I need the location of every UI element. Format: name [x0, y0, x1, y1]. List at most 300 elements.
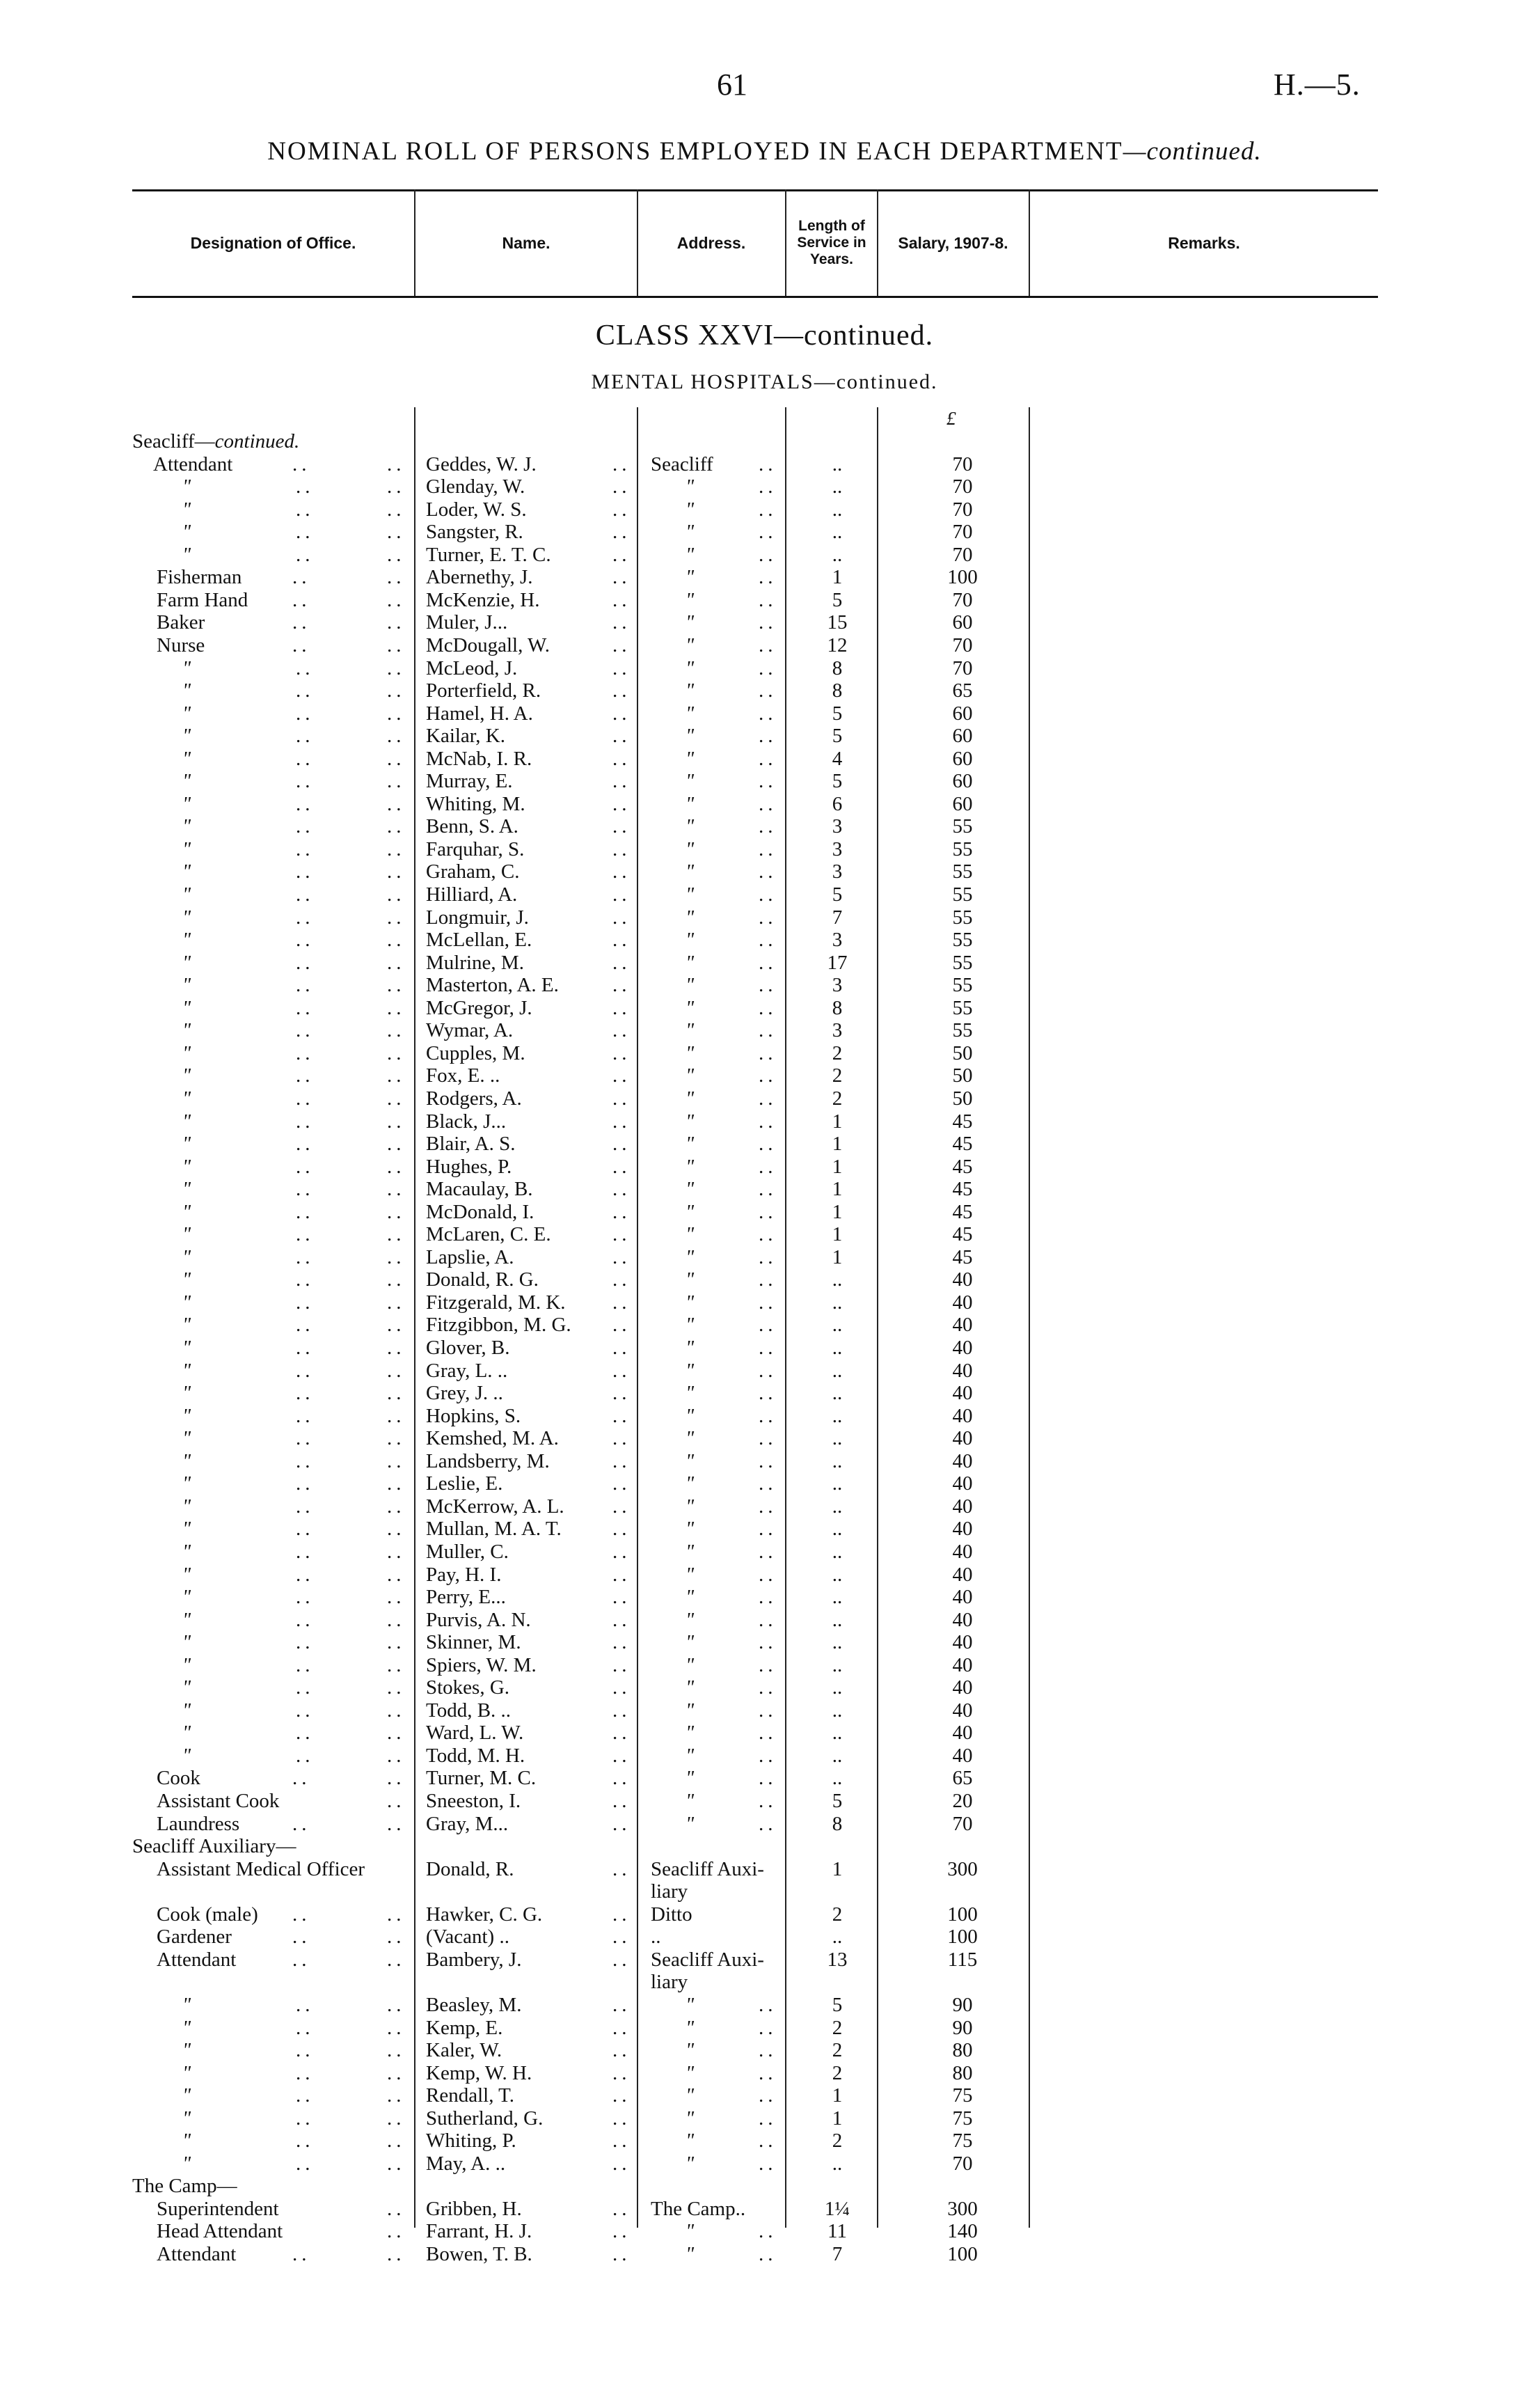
table-row [0, 1156, 1529, 1179]
leader-dots: .. [612, 1110, 631, 1133]
length-of-service-cell: 1¼ [824, 2197, 850, 2220]
name-cell: (Vacant) .. [426, 1926, 509, 1949]
name-cell: Todd, B. .. [426, 1699, 512, 1722]
leader-dots: .. [296, 521, 315, 544]
table-row [0, 2243, 1529, 2266]
leader-dots: .. [387, 1631, 406, 1654]
address-ditto: " [686, 521, 695, 544]
leader-dots: .. [612, 1449, 631, 1472]
leader-dots: .. [387, 1155, 406, 1178]
address-ditto: " [686, 883, 695, 906]
name-cell: Turner, E. T. C. [426, 543, 551, 566]
leader-dots: .. [387, 1200, 406, 1223]
address-ditto: " [686, 1155, 695, 1178]
table-row [0, 2017, 1529, 2040]
address-ditto: " [686, 2084, 695, 2107]
designation-ditto: " [182, 1586, 191, 1609]
designation-ditto: " [182, 770, 191, 793]
name-cell: Stokes, G. [426, 1676, 510, 1699]
leader-dots: .. [296, 679, 315, 702]
leader-dots: .. [759, 2107, 777, 2130]
name-cell: Sneeston, I. [426, 1790, 521, 1812]
table-row [0, 1631, 1529, 1654]
leader-dots: .. [612, 951, 631, 974]
address-ditto: " [686, 1359, 695, 1382]
table-row [0, 1314, 1529, 1337]
salary-cell: 60 [952, 792, 973, 815]
name-cell: Landsberry, M. [426, 1449, 550, 1472]
table-row [0, 1268, 1529, 1291]
name-cell: Kemshed, M. A. [426, 1427, 559, 1450]
leader-dots: .. [387, 1608, 406, 1631]
length-of-service-cell: .. [832, 1540, 843, 1563]
designation-ditto: " [182, 883, 191, 906]
leader-dots: .. [759, 1608, 777, 1631]
leader-dots: .. [387, 1064, 406, 1087]
salary-cell: 20 [952, 1790, 973, 1812]
table-row [0, 430, 1529, 453]
address-cell: Seacliff [651, 453, 713, 475]
salary-cell: 40 [952, 1472, 973, 1495]
table-row [0, 1291, 1529, 1314]
address-ditto: " [686, 1812, 695, 1835]
leader-dots: .. [387, 1699, 406, 1722]
leader-dots: .. [759, 1268, 777, 1291]
name-cell: Mullan, M. A. T. [426, 1518, 562, 1541]
leader-dots: .. [387, 1993, 406, 2016]
salary-cell: 40 [952, 1676, 973, 1699]
leader-dots: .. [296, 1631, 315, 1654]
table-row [0, 1427, 1529, 1450]
name-cell: Glenday, W. [426, 475, 525, 498]
designation-ditto: " [182, 521, 191, 544]
table-row [0, 657, 1529, 680]
leader-dots: .. [296, 951, 315, 974]
table-row [0, 1201, 1529, 1224]
column-header-remarks: Remarks. [1168, 234, 1240, 252]
address-ditto: " [686, 2039, 695, 2062]
designation-ditto: " [182, 1064, 191, 1087]
salary-cell: 70 [952, 498, 973, 521]
address-ditto: " [686, 1631, 695, 1654]
leader-dots: .. [387, 2220, 406, 2243]
leader-dots: .. [612, 1472, 631, 1495]
leader-dots: .. [292, 1767, 311, 1790]
length-of-service-cell: .. [832, 1699, 843, 1722]
table-row [0, 498, 1529, 521]
leader-dots: .. [612, 1767, 631, 1790]
leader-dots: .. [759, 1019, 777, 1042]
leader-dots: .. [387, 475, 406, 498]
leader-dots: .. [292, 1812, 311, 1835]
leader-dots: .. [292, 2243, 311, 2265]
leader-dots: .. [387, 1495, 406, 1518]
designation-ditto: " [182, 1291, 191, 1314]
designation-ditto: " [182, 815, 191, 838]
leader-dots: .. [387, 837, 406, 860]
address-ditto: " [686, 566, 695, 589]
salary-cell: 50 [952, 1087, 973, 1110]
salary-cell: 300 [947, 2197, 978, 2220]
address-ditto: " [686, 1200, 695, 1223]
table-row [0, 793, 1529, 816]
leader-dots: .. [296, 656, 315, 679]
leader-dots: .. [612, 860, 631, 883]
address-ditto: " [686, 792, 695, 815]
leader-dots: .. [612, 1178, 631, 1201]
leader-dots: .. [387, 1314, 406, 1337]
salary-cell: 70 [952, 2152, 973, 2175]
document-reference: H.—5. [1274, 68, 1361, 102]
leader-dots: .. [296, 1110, 315, 1133]
header-divider [637, 189, 638, 296]
column-header-salary: Salary, 1907-8. [898, 234, 1008, 252]
table-row [0, 2039, 1529, 2062]
leader-dots: .. [296, 1064, 315, 1087]
table-row [0, 1064, 1529, 1087]
leader-dots: .. [759, 2039, 777, 2062]
address-cell: .. [651, 1926, 661, 1949]
leader-dots: .. [296, 1676, 315, 1699]
designation-ditto: " [182, 1563, 191, 1586]
designation-ditto: " [182, 543, 191, 566]
length-of-service-cell: .. [832, 521, 843, 544]
table-row [0, 1246, 1529, 1269]
leader-dots: .. [387, 1359, 406, 1382]
address-ditto: " [686, 1314, 695, 1337]
leader-dots: .. [387, 1178, 406, 1201]
salary-cell: 40 [952, 1291, 973, 1314]
salary-cell: 40 [952, 1314, 973, 1337]
table-row [0, 1382, 1529, 1405]
name-cell: Wymar, A. [426, 1019, 514, 1042]
table-row [0, 2107, 1529, 2130]
page-title: NOMINAL ROLL OF PERSONS EMPLOYED IN EACH DEPARTMENT—continued. [267, 137, 1262, 166]
length-of-service-cell: 1 [832, 1133, 843, 1156]
leader-dots: .. [387, 702, 406, 725]
leader-dots: .. [612, 1563, 631, 1586]
leader-dots: .. [296, 837, 315, 860]
length-of-service-cell: 2 [832, 1064, 843, 1087]
designation-ditto: " [182, 2107, 191, 2130]
address-cell: liary [651, 1880, 688, 1903]
leader-dots: .. [612, 1586, 631, 1609]
table-row [0, 544, 1529, 567]
leader-dots: .. [296, 1563, 315, 1586]
address-ditto: " [686, 1472, 695, 1495]
name-cell: Skinner, M. [426, 1631, 521, 1654]
leader-dots: .. [296, 1586, 315, 1609]
salary-cell: 60 [952, 702, 973, 725]
length-of-service-cell: 2 [832, 2039, 843, 2062]
name-cell: May, A. .. [426, 2152, 506, 2175]
salary-cell: 40 [952, 1359, 973, 1382]
name-cell: Longmuir, J. [426, 906, 529, 929]
leader-dots: .. [296, 2061, 315, 2084]
length-of-service-cell: 1 [832, 2084, 843, 2107]
leader-dots: .. [759, 2084, 777, 2107]
length-of-service-cell: 5 [832, 725, 843, 748]
address-ditto: " [686, 770, 695, 793]
leader-dots: .. [387, 1586, 406, 1609]
salary-cell: 40 [952, 1699, 973, 1722]
leader-dots: .. [387, 792, 406, 815]
length-of-service-cell: 3 [832, 860, 843, 883]
leader-dots: .. [759, 2243, 777, 2265]
salary-cell: 45 [952, 1245, 973, 1268]
leader-dots: .. [296, 1472, 315, 1495]
leader-dots: .. [759, 1427, 777, 1450]
name-cell: Perry, E... [426, 1586, 506, 1609]
class-title: CLASS XXVI—continued. [595, 320, 934, 352]
leader-dots: .. [387, 611, 406, 634]
leader-dots: .. [759, 1631, 777, 1654]
table-row [0, 1360, 1529, 1383]
table-row [0, 815, 1529, 838]
length-of-service-cell: 12 [827, 634, 848, 656]
leader-dots: .. [612, 1155, 631, 1178]
leader-dots: .. [612, 543, 631, 566]
leader-dots: .. [292, 634, 311, 656]
address-ditto: " [686, 679, 695, 702]
table-row [0, 929, 1529, 952]
leader-dots: .. [296, 1178, 315, 1201]
salary-cell: 75 [952, 2130, 973, 2153]
address-ditto: " [686, 588, 695, 611]
designation-ditto: " [182, 2084, 191, 2107]
leader-dots: .. [296, 1722, 315, 1745]
leader-dots: .. [387, 2152, 406, 2175]
leader-dots: .. [296, 792, 315, 815]
salary-cell: 55 [952, 996, 973, 1019]
leader-dots: .. [296, 1744, 315, 1767]
designation-ditto: " [182, 1540, 191, 1563]
designation-ditto: " [182, 1653, 191, 1676]
leader-dots: .. [759, 929, 777, 952]
leader-dots: .. [292, 453, 311, 475]
leader-dots: .. [296, 475, 315, 498]
leader-dots: .. [612, 611, 631, 634]
address-ditto: " [686, 1563, 695, 1586]
name-cell: Mulrine, M. [426, 951, 524, 974]
address-ditto: " [686, 1449, 695, 1472]
leader-dots: .. [387, 906, 406, 929]
leader-dots: .. [296, 2152, 315, 2175]
leader-dots: .. [612, 1857, 631, 1880]
leader-dots: .. [759, 1382, 777, 1405]
table-row [0, 1337, 1529, 1360]
leader-dots: .. [759, 860, 777, 883]
table-row [0, 1722, 1529, 1745]
leader-dots: .. [759, 543, 777, 566]
table-row [0, 1835, 1529, 1858]
leader-dots: .. [759, 770, 777, 793]
leader-dots: .. [387, 1268, 406, 1291]
name-cell: McLellan, E. [426, 929, 532, 952]
leader-dots: .. [387, 543, 406, 566]
salary-cell: 70 [952, 656, 973, 679]
length-of-service-cell: 4 [832, 747, 843, 770]
name-cell: Geddes, W. J. [426, 453, 537, 475]
leader-dots: .. [296, 1019, 315, 1042]
name-cell: Hopkins, S. [426, 1404, 521, 1427]
leader-dots: .. [296, 906, 315, 929]
length-of-service-cell: .. [832, 1767, 843, 1790]
leader-dots: .. [759, 566, 777, 589]
name-cell: Porterfield, R. [426, 679, 541, 702]
leader-dots: .. [759, 588, 777, 611]
length-of-service-cell: .. [832, 1495, 843, 1518]
table-row [0, 1133, 1529, 1156]
salary-cell: 90 [952, 1993, 973, 2016]
length-of-service-cell: .. [832, 1359, 843, 1382]
length-of-service-cell: .. [832, 1291, 843, 1314]
leader-dots: .. [612, 725, 631, 748]
leader-dots: .. [759, 1359, 777, 1382]
table-row [0, 1880, 1529, 1903]
leader-dots: .. [387, 2197, 406, 2220]
length-of-service-cell: 8 [832, 1812, 843, 1835]
leader-dots: .. [759, 1041, 777, 1064]
table-row [0, 1541, 1529, 1564]
leader-dots: .. [387, 1472, 406, 1495]
leader-dots: .. [612, 996, 631, 1019]
leader-dots: .. [296, 543, 315, 566]
leader-dots: .. [296, 1314, 315, 1337]
leader-dots: .. [612, 1314, 631, 1337]
salary-cell: 40 [952, 1427, 973, 1450]
leader-dots: .. [759, 521, 777, 544]
leader-dots: .. [759, 1540, 777, 1563]
length-of-service-cell: 3 [832, 974, 843, 997]
designation-ditto: " [182, 1019, 191, 1042]
designation-ditto: " [182, 1087, 191, 1110]
name-cell: Murray, E. [426, 770, 513, 793]
designation-ditto: " [182, 1268, 191, 1291]
leader-dots: .. [759, 2220, 777, 2243]
salary-cell: 40 [952, 1608, 973, 1631]
name-cell: Cupples, M. [426, 1041, 525, 1064]
salary-cell: 55 [952, 883, 973, 906]
designation-cell: Cook [157, 1767, 200, 1790]
length-of-service-cell: 8 [832, 996, 843, 1019]
salary-cell: 70 [952, 1812, 973, 1835]
leader-dots: .. [296, 1359, 315, 1382]
address-ditto: " [686, 1586, 695, 1609]
table-row [0, 997, 1529, 1020]
leader-dots: .. [759, 1449, 777, 1472]
designation-ditto: " [182, 996, 191, 1019]
section-heading: Seacliff—continued. [132, 430, 300, 453]
leader-dots: .. [612, 498, 631, 521]
table-row [0, 883, 1529, 906]
designation-ditto: " [182, 1495, 191, 1518]
length-of-service-cell: .. [832, 1744, 843, 1767]
leader-dots: .. [759, 1178, 777, 1201]
leader-dots: .. [296, 2016, 315, 2039]
leader-dots: .. [387, 1449, 406, 1472]
leader-dots: .. [759, 1404, 777, 1427]
name-cell: Farrant, H. J. [426, 2220, 532, 2243]
address-ditto: " [686, 2243, 695, 2265]
length-of-service-cell: 13 [827, 1948, 848, 1971]
leader-dots: .. [612, 2061, 631, 2084]
leader-dots: .. [387, 1767, 406, 1790]
leader-dots: .. [296, 1495, 315, 1518]
salary-cell: 45 [952, 1178, 973, 1201]
table-row [0, 1042, 1529, 1065]
length-of-service-cell: .. [832, 1268, 843, 1291]
designation-ditto: " [182, 1472, 191, 1495]
salary-cell: 100 [947, 2243, 978, 2265]
length-of-service-cell: 7 [832, 2243, 843, 2265]
name-cell: Fitzgibbon, M. G. [426, 1314, 571, 1337]
table-row [0, 702, 1529, 725]
leader-dots: .. [387, 1948, 406, 1971]
designation-ditto: " [182, 860, 191, 883]
leader-dots: .. [387, 521, 406, 544]
salary-cell: 100 [947, 1926, 978, 1949]
designation-cell: Attendant [157, 1948, 237, 1971]
leader-dots: .. [759, 1812, 777, 1835]
leader-dots: .. [296, 1245, 315, 1268]
leader-dots: .. [612, 1631, 631, 1654]
length-of-service-cell: 8 [832, 679, 843, 702]
name-cell: Graham, C. [426, 860, 520, 883]
name-cell: Muller, C. [426, 1540, 509, 1563]
leader-dots: .. [759, 996, 777, 1019]
name-cell: Spiers, W. M. [426, 1653, 537, 1676]
table-row [0, 1858, 1529, 1881]
leader-dots: .. [296, 1404, 315, 1427]
name-cell: McDougall, W. [426, 634, 550, 656]
leader-dots: .. [612, 2039, 631, 2062]
designation-ditto: " [182, 1155, 191, 1178]
length-of-service-cell: 3 [832, 929, 843, 952]
designation-ditto: " [182, 1699, 191, 1722]
table-row [0, 1790, 1529, 1813]
leader-dots: .. [387, 1404, 406, 1427]
length-of-service-cell: 1 [832, 1155, 843, 1178]
address-ditto: " [686, 475, 695, 498]
designation-ditto: " [182, 2039, 191, 2062]
leader-dots: .. [612, 1722, 631, 1745]
table-row [0, 1405, 1529, 1428]
designation-ditto: " [182, 1518, 191, 1541]
address-ditto: " [686, 815, 695, 838]
address-ditto: " [686, 498, 695, 521]
table-row [0, 1971, 1529, 1994]
name-cell: Kemp, W. H. [426, 2061, 532, 2084]
header-divider [785, 189, 786, 296]
salary-cell: 40 [952, 1404, 973, 1427]
salary-cell: 40 [952, 1268, 973, 1291]
leader-dots: .. [612, 974, 631, 997]
leader-dots: .. [759, 1200, 777, 1223]
salary-cell: 40 [952, 1631, 973, 1654]
address-ditto: " [686, 702, 695, 725]
address-ditto: " [686, 1993, 695, 2016]
salary-cell: 40 [952, 1653, 973, 1676]
designation-ditto: " [182, 1359, 191, 1382]
header-rule-bottom [132, 296, 1378, 298]
table-row [0, 1994, 1529, 2017]
length-of-service-cell: 3 [832, 837, 843, 860]
leader-dots: .. [387, 1019, 406, 1042]
length-of-service-cell: .. [832, 1337, 843, 1359]
leader-dots: .. [759, 1790, 777, 1812]
leader-dots: .. [296, 1041, 315, 1064]
